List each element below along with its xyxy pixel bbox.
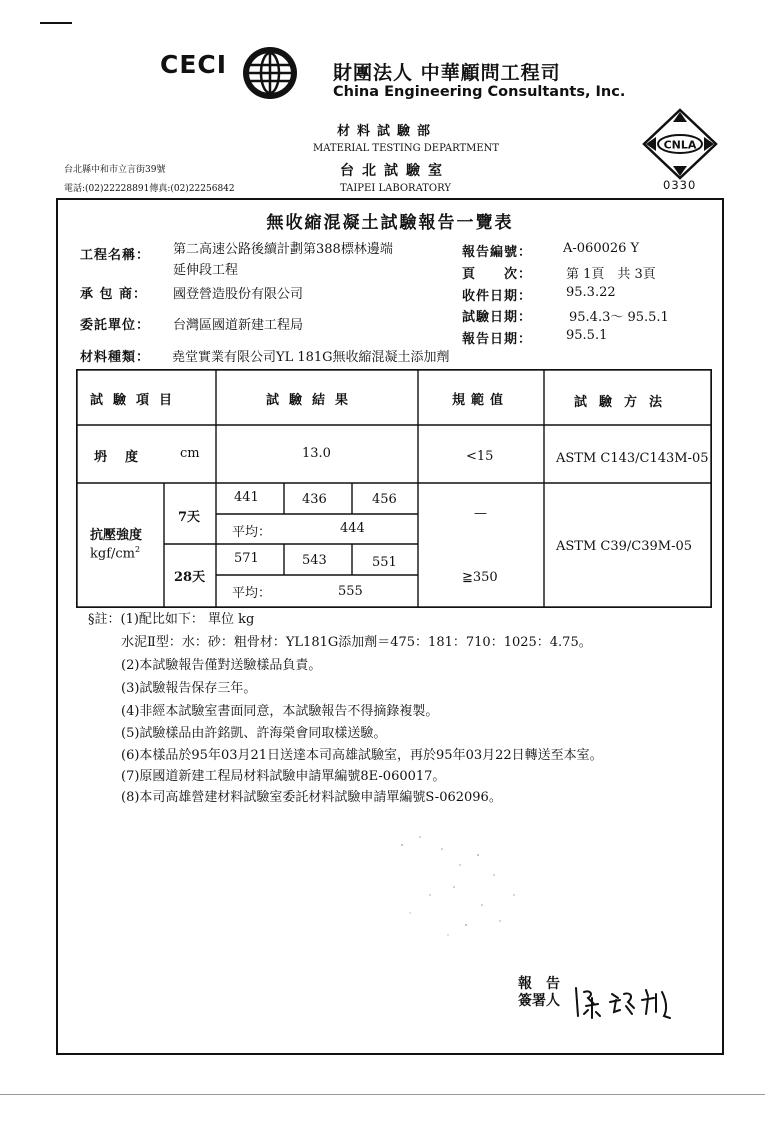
contractor-name: 國登營造股份有限公司: [173, 287, 304, 302]
test-date-label: 試驗日期：: [462, 310, 533, 325]
header-test-result: 試驗結果: [266, 393, 359, 408]
note-1: §註：(1)配比如下： 單位 kg: [88, 612, 255, 627]
strength-unit: [90, 545, 140, 561]
report-date: 95.5.1: [566, 328, 608, 343]
client-label: 委託單位：: [80, 318, 151, 333]
age-7-days: 7天: [178, 510, 201, 525]
strength-label: 抗壓強度: [90, 528, 143, 543]
report-no-label: 報告編號：: [462, 245, 533, 260]
results-table: [76, 369, 712, 608]
header-test-item: 試驗項目: [90, 393, 183, 408]
handwritten-signature: [572, 982, 682, 1022]
header-spec: 規範值: [452, 393, 510, 408]
company-name-zh: 財團法人 中華顧問工程司: [333, 62, 561, 84]
company-name-en: China Engineering Consultants, Inc.: [333, 84, 626, 100]
received-date: 95.3.22: [566, 285, 616, 300]
client-name: 台灣區國道新建工程局: [173, 318, 304, 333]
report-date-label: 報告日期：: [462, 332, 533, 347]
average-value: 444: [340, 521, 365, 536]
result-value: 551: [372, 555, 397, 570]
ceci-wordmark: CECI: [160, 50, 228, 79]
average-label: 平均：: [232, 586, 272, 601]
signatory-label-line1: 報 告: [518, 976, 560, 992]
lab-address: 台北縣中和市立言街39號: [64, 165, 166, 175]
test-date: 95.4.3～ 95.5.1: [569, 310, 669, 325]
report-title: 無收縮混凝土試驗報告一覽表: [266, 213, 514, 233]
note-3: (3)試驗報告保存三年。: [121, 681, 257, 696]
average-label: 平均：: [232, 525, 272, 540]
strength-unit-exponent: 2: [135, 545, 141, 554]
slump-method: ASTM C143/C143M-05: [556, 451, 709, 466]
cnla-accreditation-logo: [642, 108, 718, 180]
spec-28-days: ≧350: [462, 570, 498, 585]
contractor-label: 承 包 商：: [80, 287, 148, 302]
department-en: MATERIAL TESTING DEPARTMENT: [313, 143, 500, 154]
slump-label: 坍度: [94, 450, 157, 465]
result-value: 441: [234, 490, 259, 505]
material-name: 堯堂實業有限公司YL 181G無收縮混凝土添加劑: [172, 350, 450, 365]
lab-phone: 電話:(02)22228891傳真:(02)22256842: [64, 184, 235, 194]
top-mark: [40, 22, 72, 24]
signatory-label-line2: 簽署人: [518, 993, 560, 1009]
accreditation-number: 0330: [663, 178, 697, 192]
result-value: 436: [302, 492, 327, 507]
project-name-line2: 延伸段工程: [173, 263, 239, 278]
note-mix-ratio: 水泥Ⅱ型：水：砂：粗骨材：YL181G添加劑＝475：181：710：1025：4.75。: [121, 635, 592, 650]
note-6: (6)本樣品於95年03月21日送達本司高雄試驗室，再於95年03月22日轉送至本室。: [121, 748, 603, 763]
slump-unit: cm: [180, 446, 200, 461]
result-value: 456: [372, 492, 397, 507]
project-name-line1: 第二高速公路後續計劃第388標林邊端: [173, 242, 393, 257]
ceci-globe-logo: [240, 44, 300, 102]
report-no: A-060026 Y: [563, 241, 640, 256]
result-value: 571: [234, 551, 259, 566]
department-zh: 材料試驗部: [337, 124, 438, 139]
result-value: 543: [302, 553, 327, 568]
scan-smudge: [390, 825, 530, 945]
note-5: (5)試驗樣品由許銘凱、許海榮會同取樣送驗。: [121, 726, 387, 741]
spec-7-days: —: [474, 506, 487, 521]
material-label: 材料種類：: [80, 350, 151, 365]
lab-name-en: TAIPEI LABORATORY: [340, 183, 451, 194]
slump-spec: <15: [466, 449, 494, 464]
strength-method: ASTM C39/C39M-05: [556, 539, 693, 554]
lab-name-zh: 台北試驗室: [340, 163, 450, 179]
note-7: (7)原國道新建工程局材料試驗申請單編號8E-060017。: [121, 769, 446, 784]
note-4: (4)非經本試驗室書面同意，本試驗報告不得摘錄複製。: [121, 704, 439, 719]
project-label: 工程名稱：: [80, 248, 151, 263]
average-value: 555: [338, 584, 363, 599]
signatory-label: [518, 976, 560, 1010]
age-28-days: 28天: [174, 570, 206, 585]
slump-value: 13.0: [302, 446, 331, 461]
strength-unit-text: kgf/cm: [90, 546, 135, 562]
note-8: (8)本司高雄營建材料試驗室委託材料試驗申請單編號S-062096。: [121, 790, 502, 805]
page-number: 第 1頁 共 3頁: [566, 267, 656, 282]
scan-edge-line: [0, 1094, 765, 1095]
header-test-method: 試驗方法: [574, 395, 675, 410]
cnla-text: CNLA: [663, 138, 697, 152]
page-label: 頁 次：: [462, 267, 533, 282]
received-date-label: 收件日期：: [462, 289, 533, 304]
note-2: (2)本試驗報告僅對送驗樣品負責。: [121, 658, 322, 673]
